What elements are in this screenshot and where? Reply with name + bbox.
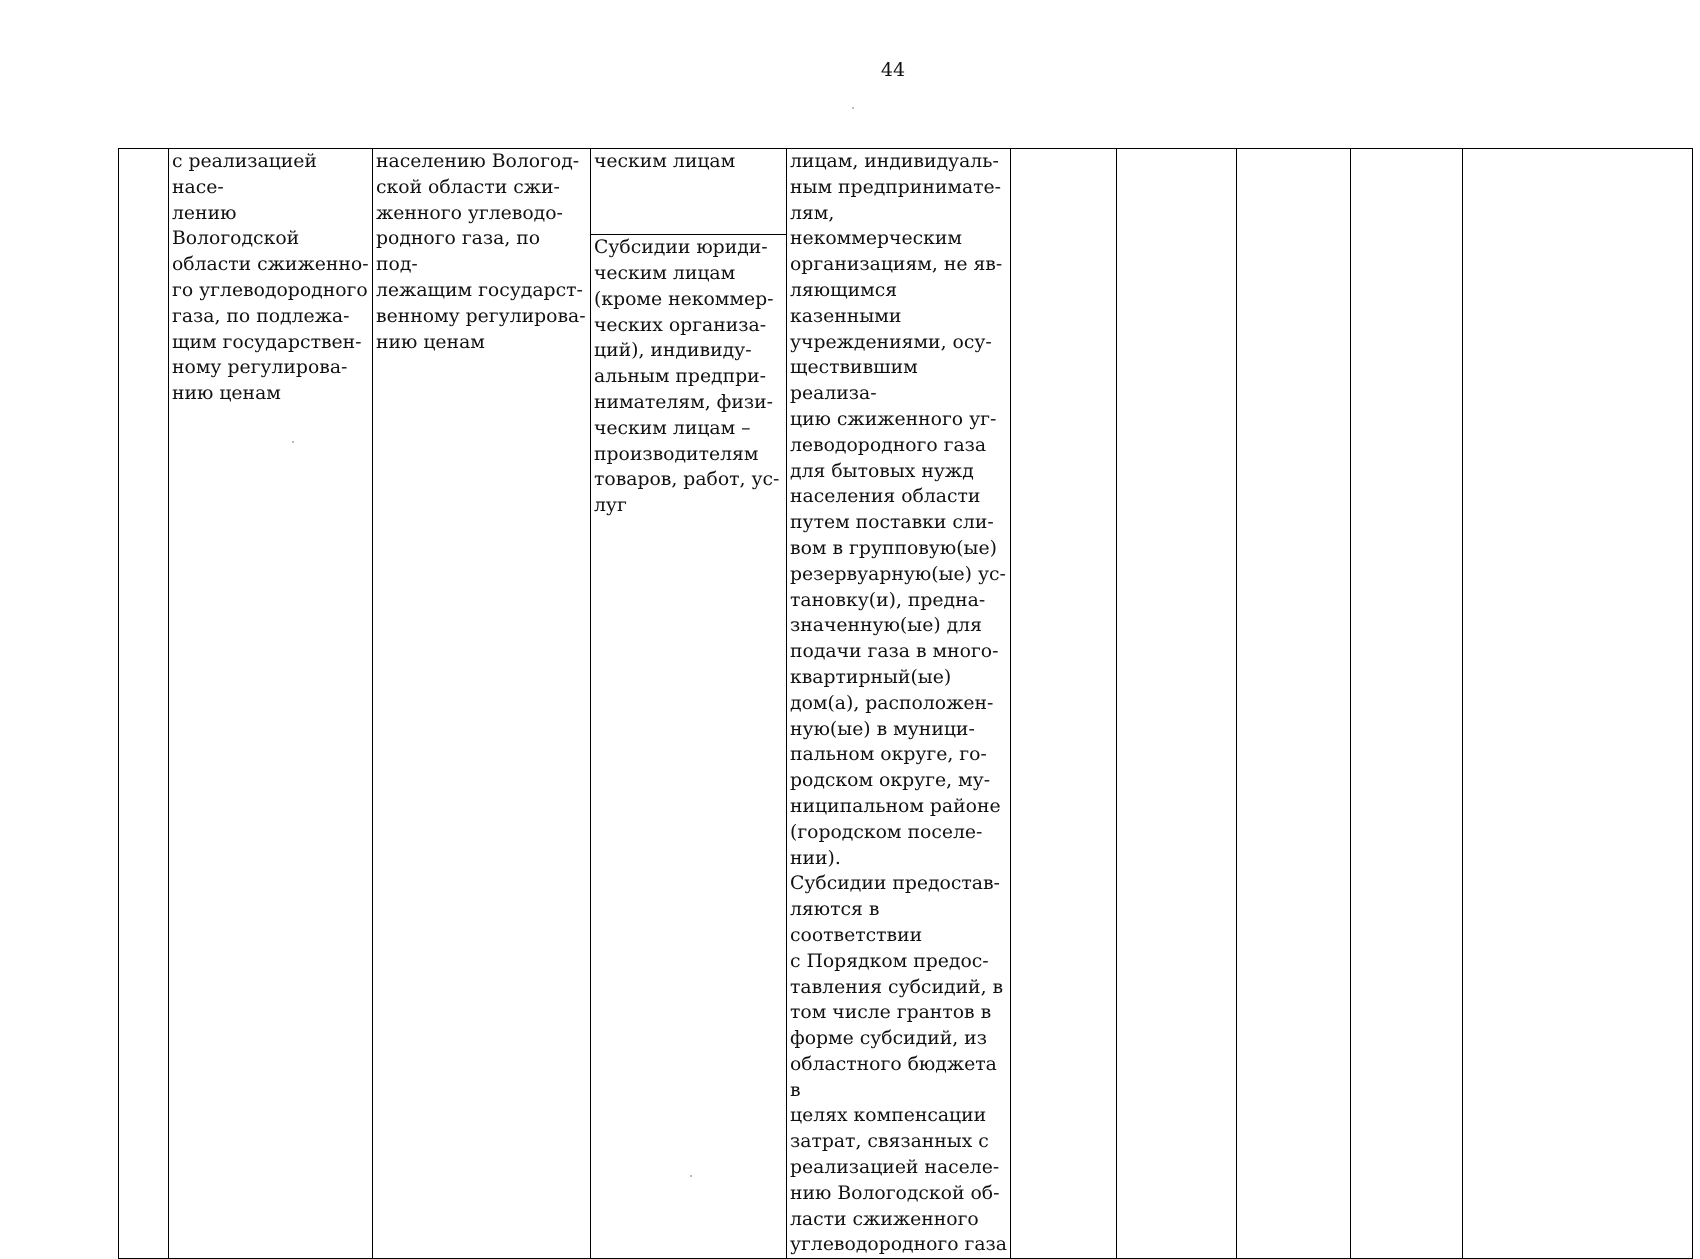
cell-recipient-bottom: Субсидии юриди- ческим лицам (кроме некоммер- ческих организа- ций), индивиду- альным предпри- нимателям, физи- ческим лицам – производителям товаров, работ, ус- луг — [591, 235, 787, 1259]
cell-empty-4 — [1351, 149, 1463, 1259]
cell-empty-5 — [1463, 149, 1693, 1259]
cell-empty-1 — [1011, 149, 1117, 1259]
scan-speck — [852, 107, 854, 109]
scan-speck — [292, 441, 294, 443]
cell-purpose: населению Вологод- ской области сжи- женного углеводо- родного газа, по под- лежащим государст- венному регулирова- нию ценам — [373, 149, 591, 1259]
cell-conditions: лицам, индивидуаль- ным предпринимате- лям, некоммерческим организациям, не яв- ляющимся казенными учреждениями, осу- ществившим реализа- цию сжиженного уг- леводородного газа для бытовых нужд населения области путем поставки сли- вом в групповую(ые) резервуарную(ые) ус- тановку(и), предна- значенную(ые) для подачи газа в много- квартирный(ые) дом(а), расположен- ную(ые) в муници- пальном округе, го- родском округе, му- ниципальном районе (городском поселе- нии). Субсидии предостав- ляются в соответствии с Порядком предос- тавления субсидий, в том числе грантов в форме субсидий, из областного бюджета в целях компенсации затрат, связанных с реализацией населе- нию Вологодской об- ласти сжиженного углеводородного газа — [787, 149, 1011, 1259]
scan-speck — [690, 1175, 692, 1177]
cell-number — [119, 149, 169, 1259]
cell-empty-3 — [1237, 149, 1351, 1259]
page-number: 44 — [880, 59, 906, 81]
cell-measure-name: с реализацией насе- лению Вологодской области сжиженно- го углеводородного газа, по подлежа- щим государствен- ному регулирова- нию ценам — [169, 149, 373, 1259]
cell-empty-2 — [1117, 149, 1237, 1259]
budget-table — [118, 148, 1693, 1259]
table-row — [119, 149, 1693, 235]
cell-recipient-top: ческим лицам — [591, 149, 787, 235]
